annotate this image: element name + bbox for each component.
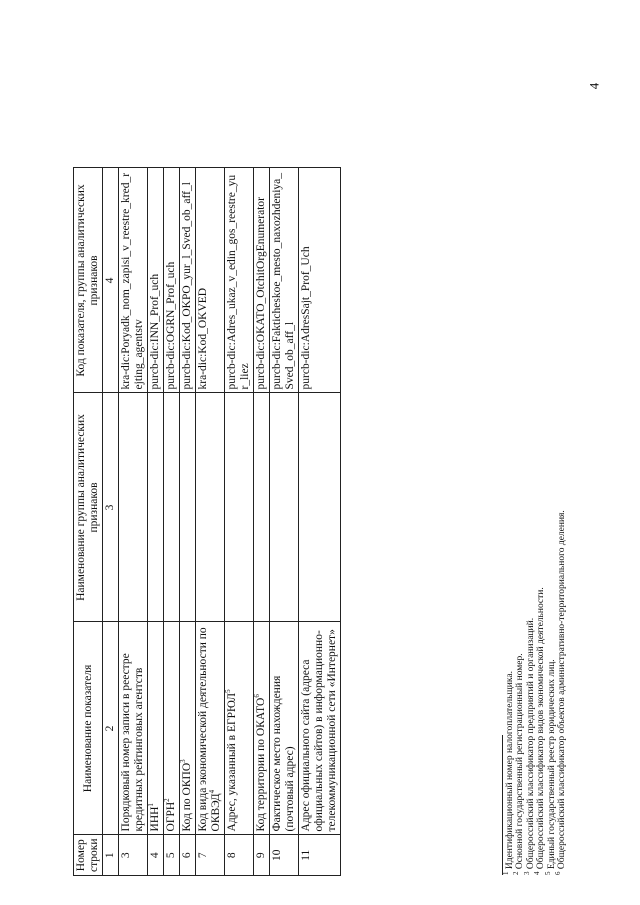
indicator-name-text: Фактическое место нахождения (почтовый адрес)	[271, 675, 296, 832]
footnote-text: Общероссийский классификатор видов экономической деятельности.	[536, 587, 547, 870]
indicator-name-text: Адрес, указанный в ЕГРЮЛ	[226, 692, 238, 832]
footnote-divider	[502, 735, 503, 875]
footnote-reference: 6	[253, 694, 262, 698]
indicator-name-text: ИНН	[149, 806, 161, 832]
footnote-mark: 6	[553, 871, 562, 875]
footnote-reference: 3	[179, 759, 188, 763]
page-number: 4	[586, 82, 602, 90]
indicator-name	[164, 622, 180, 835]
footnote-reference: 1	[147, 803, 156, 807]
footnotes	[501, 510, 568, 875]
indicator-name	[299, 622, 341, 835]
indicator-name-text: Адрес официального сайта (адреса официальных сайтов) в информационно-телекоммуникационной сети «Интернет»	[300, 629, 338, 832]
indicator-code: purcb-dic:OGRN_Prof_uch	[164, 168, 180, 393]
indicator-name	[270, 622, 299, 835]
column-number: 4	[103, 168, 119, 393]
group-name	[196, 393, 225, 622]
footnote-reference: 5	[224, 689, 233, 693]
indicator-code: purcb-dic:OKATO_OtchitOrgEnumerator	[254, 168, 270, 393]
indicator-code: purcb-dic:INN_Prof_uch	[148, 168, 164, 393]
footnote-mark: 2	[512, 871, 521, 875]
group-name	[225, 393, 254, 622]
group-name	[164, 393, 180, 622]
row-number: 6	[180, 835, 196, 876]
column-number: 2	[103, 622, 119, 835]
indicator-name	[225, 622, 254, 835]
row-number: 9	[254, 835, 270, 876]
footnote-text: Идентификационный номер налогоплательщика.	[505, 671, 515, 870]
column-number-row	[103, 168, 119, 876]
indicator-name	[180, 622, 196, 835]
indicator-name-text: Код вида экономической деятельности по ОКВЭД	[197, 627, 222, 832]
footnote	[533, 510, 547, 875]
table-body	[119, 168, 341, 876]
table-header-row	[74, 168, 103, 876]
footnote-mark: 3	[522, 871, 531, 875]
table-row	[164, 168, 180, 876]
footnote	[522, 510, 536, 875]
footnote-text: Общероссийский классификатор объектов административно-территориального деления.	[557, 510, 568, 870]
column-number: 3	[103, 393, 119, 622]
row-number: 8	[225, 835, 254, 876]
footnote-reference: 4	[208, 789, 217, 794]
indicator-code: purcb-dic:Kod_OKPO_yur_l_Sved_ob_aff_l	[180, 168, 196, 393]
indicator-name	[119, 622, 148, 835]
footnote	[512, 510, 526, 875]
indicator-code: purcb-dic:Fakticheskoe_mesto_naxozhdeniya_Sved_ob_aff_l	[270, 168, 299, 393]
row-number: 3	[119, 835, 148, 876]
indicator-name-text: ОГРН	[165, 801, 177, 832]
indicator-code: purcb-dic:AdresSajt_Prof_Uch	[299, 168, 341, 393]
footnote-text: Общероссийский классификатор предприятий и организаций.	[525, 617, 536, 870]
indicator-name-text: Код территории по ОКАТО	[255, 697, 267, 832]
group-name	[254, 393, 270, 622]
group-name	[148, 393, 164, 622]
row-number: 7	[196, 835, 225, 876]
group-name	[270, 393, 299, 622]
indicator-code: kra-dic:Poryadk_nom_zapisi_v_reestre_kred_rejting_agentstv	[119, 168, 148, 393]
footnote-mark: 1	[501, 871, 510, 875]
column-number: 1	[103, 835, 119, 876]
indicator-code: kra-dic:Kod_OKVED	[196, 168, 225, 393]
footnote-text: Единый государственный реестр юридических лиц.	[546, 659, 557, 870]
footnote	[543, 510, 557, 875]
table-row	[148, 168, 164, 876]
footnote	[501, 510, 515, 875]
group-name	[180, 393, 196, 622]
header-group-name: Наименование группы аналитических признаков	[74, 393, 103, 622]
row-number: 10	[270, 835, 299, 876]
header-indicator-name: Наименование показателя	[74, 622, 103, 835]
footnote-mark: 4	[533, 871, 542, 875]
indicator-code: purcb-dic:Adres_ukaz_v_edin_gos_reestre_yur_liez	[225, 168, 254, 393]
header-code: Код показателя, группы аналитических признаков	[74, 168, 103, 393]
table-row	[254, 168, 270, 876]
footnote-text: Основной государственный регистрационный номер.	[515, 653, 526, 870]
table-row	[225, 168, 254, 876]
footnote-mark: 5	[543, 871, 552, 875]
group-name	[299, 393, 341, 622]
group-name	[119, 393, 148, 622]
footnote-reference: 2	[163, 798, 172, 802]
row-number: 11	[299, 835, 341, 876]
row-number: 4	[148, 835, 164, 876]
table-row	[196, 168, 225, 876]
table-row	[119, 168, 148, 876]
indicator-name-text: Код по ОКПО	[181, 762, 193, 832]
indicator-name	[196, 622, 225, 835]
table-row	[270, 168, 299, 876]
header-row-number: Номер строки	[74, 835, 103, 876]
row-number: 5	[164, 835, 180, 876]
indicator-name	[254, 622, 270, 835]
footnote	[553, 510, 568, 875]
table-row	[180, 168, 196, 876]
indicator-name	[148, 622, 164, 835]
table-row	[299, 168, 341, 876]
indicators-table	[73, 167, 341, 876]
indicator-name-text: Порядковый номер записи в реестре кредитных рейтинговых агентств	[120, 653, 145, 832]
